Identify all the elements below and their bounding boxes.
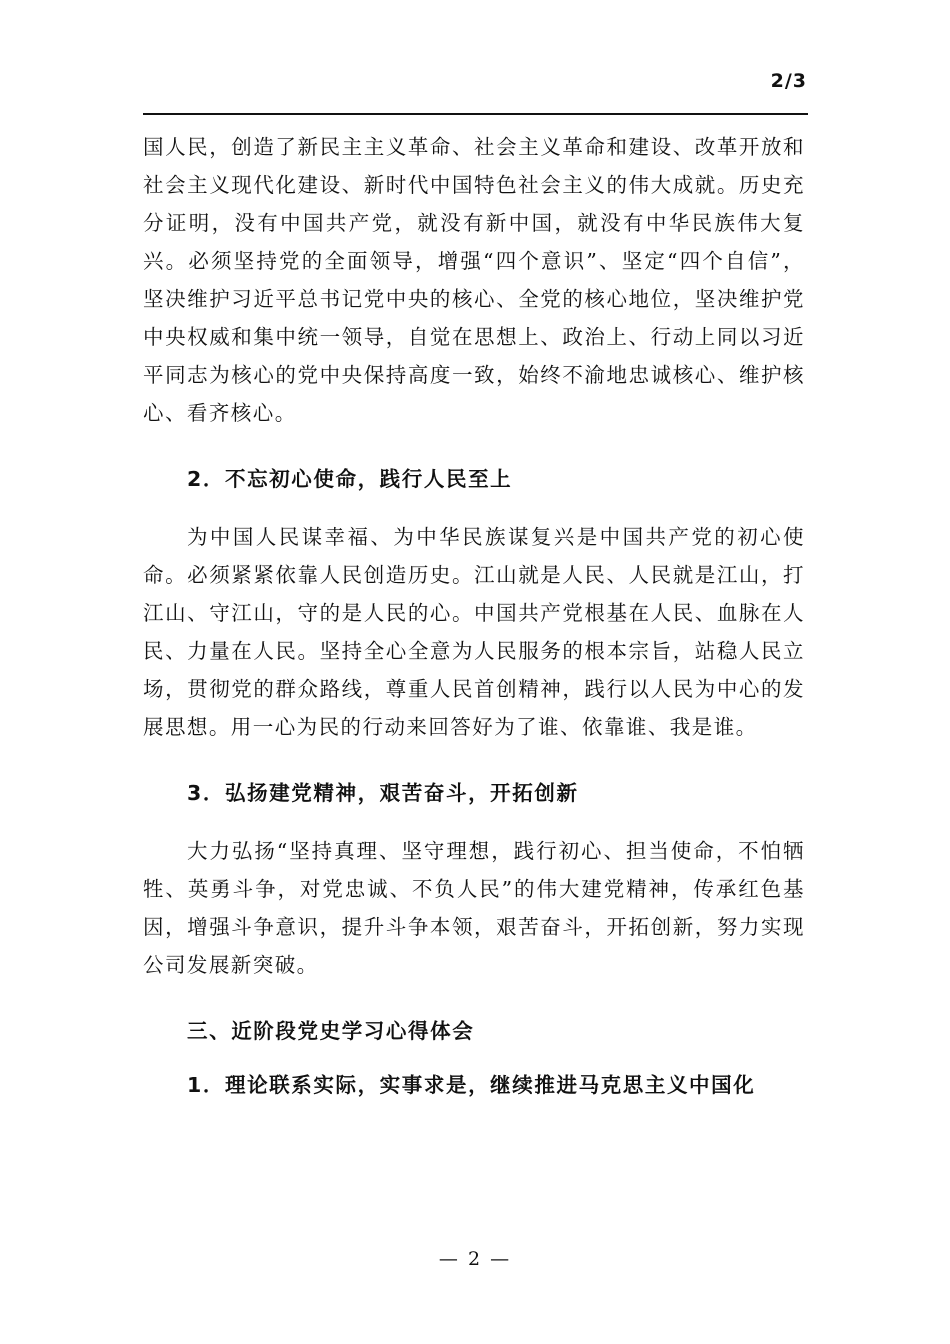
paragraph-2: 为中国人民谋幸福、为中华民族谋复兴是中国共产党的初心使命。必须紧紧依靠人民创造历史。江山就是人民、人民就是江山，打江山、守江山，守的是人民的心。中国共产党根基在人民、血脉在人民、力量在人民。坚持全心全意为人民服务的根本宗旨，站稳人民立场，贯彻党的群众路线，尊重人民首创精神，践行以人民为中心的发展思想。用一心为民的行动来回答好为了谁、依靠谁、我是谁。 [143,525,805,739]
paragraph-3: 大力弘扬“坚持真理、坚守理想，践行初心、担当使命，不怕牺牲、英勇斗争，对党忠诚、不负人民”的伟大建党精神，传承红色基因，增强斗争意识，提升斗争本领，艰苦奋斗，开拓创新，努力实现公司发展新突破。 [143,839,805,977]
subheading-2: 2．不忘初心使命，践行人民至上 [187,467,513,491]
header-divider [143,113,808,115]
subheading-3: 3．弘扬建党精神，艰苦奋斗，开拓创新 [187,781,579,805]
page-number-footer: — 2 — [438,1248,512,1270]
document-body [143,128,805,1104]
paragraph-continuation: 国人民，创造了新民主主义革命、社会主义革命和建设、改革开放和社会主义现代化建设、新时代中国特色社会主义的伟大成就。历史充分证明，没有中国共产党，就没有新中国，就没有中华民族伟大复兴。必须坚持党的全面领导，增强“四个意识”、坚定“四个自信”，坚决维护习近平总书记党中央的核心、全党的核心地位，坚决维护党中央权威和集中统一领导，自觉在思想上、政治上、行动上同以习近平同志为核心的党中央保持高度一致，始终不渝地忠诚核心、维护核心、看齐核心。 [143,135,805,425]
subheading-1: 1．理论联系实际，实事求是，继续推进马克思主义中国化 [187,1073,756,1097]
page-counter: 2/3 [770,70,807,92]
section-heading: 三、近阶段党史学习心得体会 [187,1019,475,1043]
